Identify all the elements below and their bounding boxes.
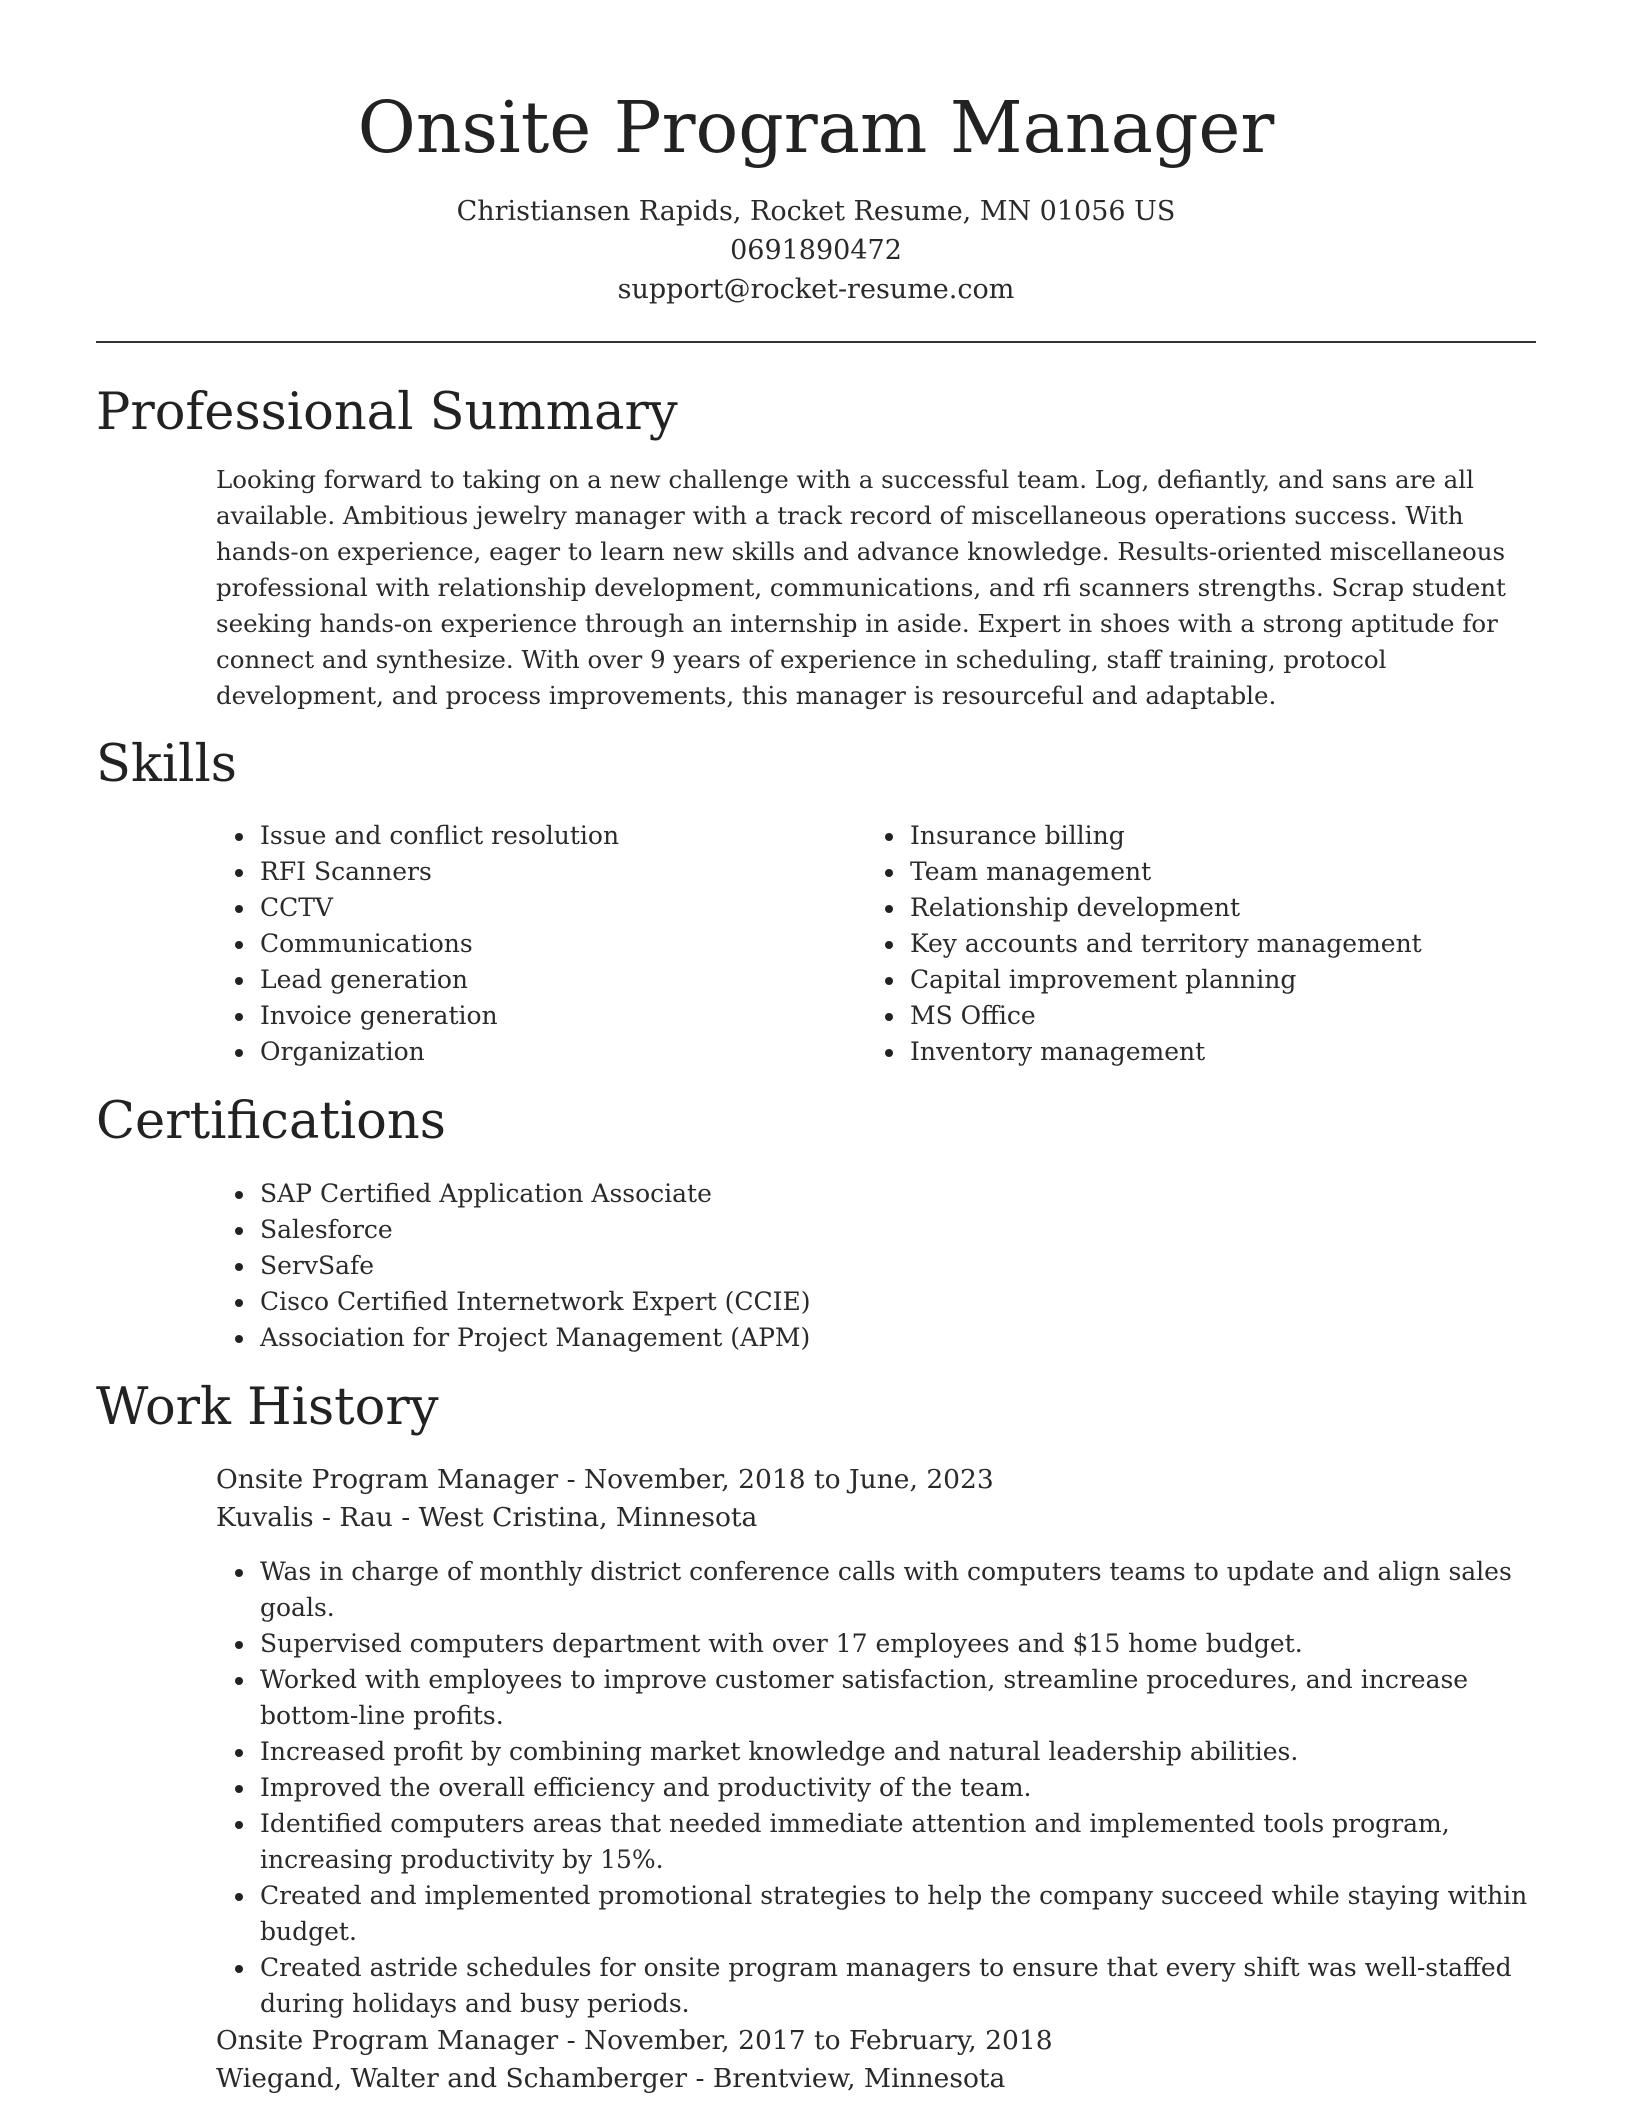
skill-item: Invoice generation [216, 998, 836, 1034]
contact-phone: 0691890472 [730, 235, 902, 266]
job-duty-item: Improved the overall efficiency and productivity of the team. [216, 1770, 1546, 1806]
certification-item: SAP Certified Application Associate [216, 1176, 1216, 1212]
header-divider [96, 341, 1536, 343]
certifications-heading: Certifications [96, 1092, 446, 1151]
skill-item: Organization [216, 1034, 836, 1070]
job-duty-item: Created and implemented promotional strategies to help the company succeed while staying within budget. [216, 1878, 1546, 1950]
skill-item: Issue and conflict resolution [216, 818, 836, 854]
job-duty-item: Supervised computers department with over 17 employees and $15 home budget. [216, 1626, 1546, 1662]
job-company-line: Kuvalis - Rau - West Cristina, Minnesota [216, 1502, 758, 1533]
certification-item: Cisco Certified Internetwork Expert (CCIE) [216, 1284, 1216, 1320]
skill-item: Inventory management [866, 1034, 1536, 1070]
skill-item: MS Office [866, 998, 1536, 1034]
job-company-line: Wiegand, Walter and Schamberger - Brentview, Minnesota [216, 2063, 1006, 2094]
resume-header [0, 0, 1632, 309]
job-duties-list [216, 1554, 1546, 2022]
certification-item: Association for Project Management (APM) [216, 1320, 1216, 1356]
job-title-line: Onsite Program Manager - November, 2017 to February, 2018 [216, 2025, 1053, 2056]
summary-heading: Professional Summary [96, 383, 678, 442]
skills-list-left [216, 818, 836, 1070]
contact-info [0, 192, 1632, 309]
skill-item: Insurance billing [866, 818, 1536, 854]
contact-address: Christiansen Rapids, Rocket Resume, MN 01056 US [456, 196, 1176, 227]
job-title-line: Onsite Program Manager - November, 2018 to June, 2023 [216, 1464, 994, 1495]
skills-heading: Skills [96, 735, 237, 794]
skill-item: RFI Scanners [216, 854, 836, 890]
job-duty-item: Created astride schedules for onsite program managers to ensure that every shift was well-staffed during holidays and busy periods. [216, 1950, 1546, 2022]
skill-item: Relationship development [866, 890, 1536, 926]
job-duty-item: Was in charge of monthly district conference calls with computers teams to update and align sales goals. [216, 1554, 1546, 1626]
certification-item: Salesforce [216, 1212, 1216, 1248]
skill-item: Key accounts and territory management [866, 926, 1536, 962]
skills-list-right [866, 818, 1536, 1070]
skill-item: Team management [866, 854, 1536, 890]
job-duty-item: Worked with employees to improve customer satisfaction, streamline procedures, and increase bottom-line profits. [216, 1662, 1546, 1734]
job-duty-item: Increased profit by combining market knowledge and natural leadership abilities. [216, 1734, 1546, 1770]
summary-text: Looking forward to taking on a new challenge with a successful team. Log, defiantly, and sans are all available. Ambitious jewelry manager with a track record of miscellaneous operations success. With hands-on experience, eager to learn new skills and advance knowledge. Results-oriented miscellaneous professional with relationship development, communications, and rfi scanners strengths. Scrap student seeking hands-on experience through an internship in aside. Expert in shoes with a strong aptitude for connect and synthesize. With over 9 years of experience in scheduling, staff training, protocol development, and process improvements, this manager is resourceful and adaptable. [216, 465, 1506, 710]
resume-name: Onsite Program Manager [357, 86, 1275, 169]
skill-item: CCTV [216, 890, 836, 926]
certification-item: ServSafe [216, 1248, 1216, 1284]
skill-item: Capital improvement planning [866, 962, 1536, 998]
skill-item: Lead generation [216, 962, 836, 998]
contact-email: support@rocket-resume.com [617, 274, 1015, 305]
skill-item: Communications [216, 926, 836, 962]
work-history-heading: Work History [96, 1378, 439, 1437]
job-duty-item: Identified computers areas that needed immediate attention and implemented tools program, increasing productivity by 15%. [216, 1806, 1546, 1878]
certifications-list [216, 1176, 1216, 1356]
